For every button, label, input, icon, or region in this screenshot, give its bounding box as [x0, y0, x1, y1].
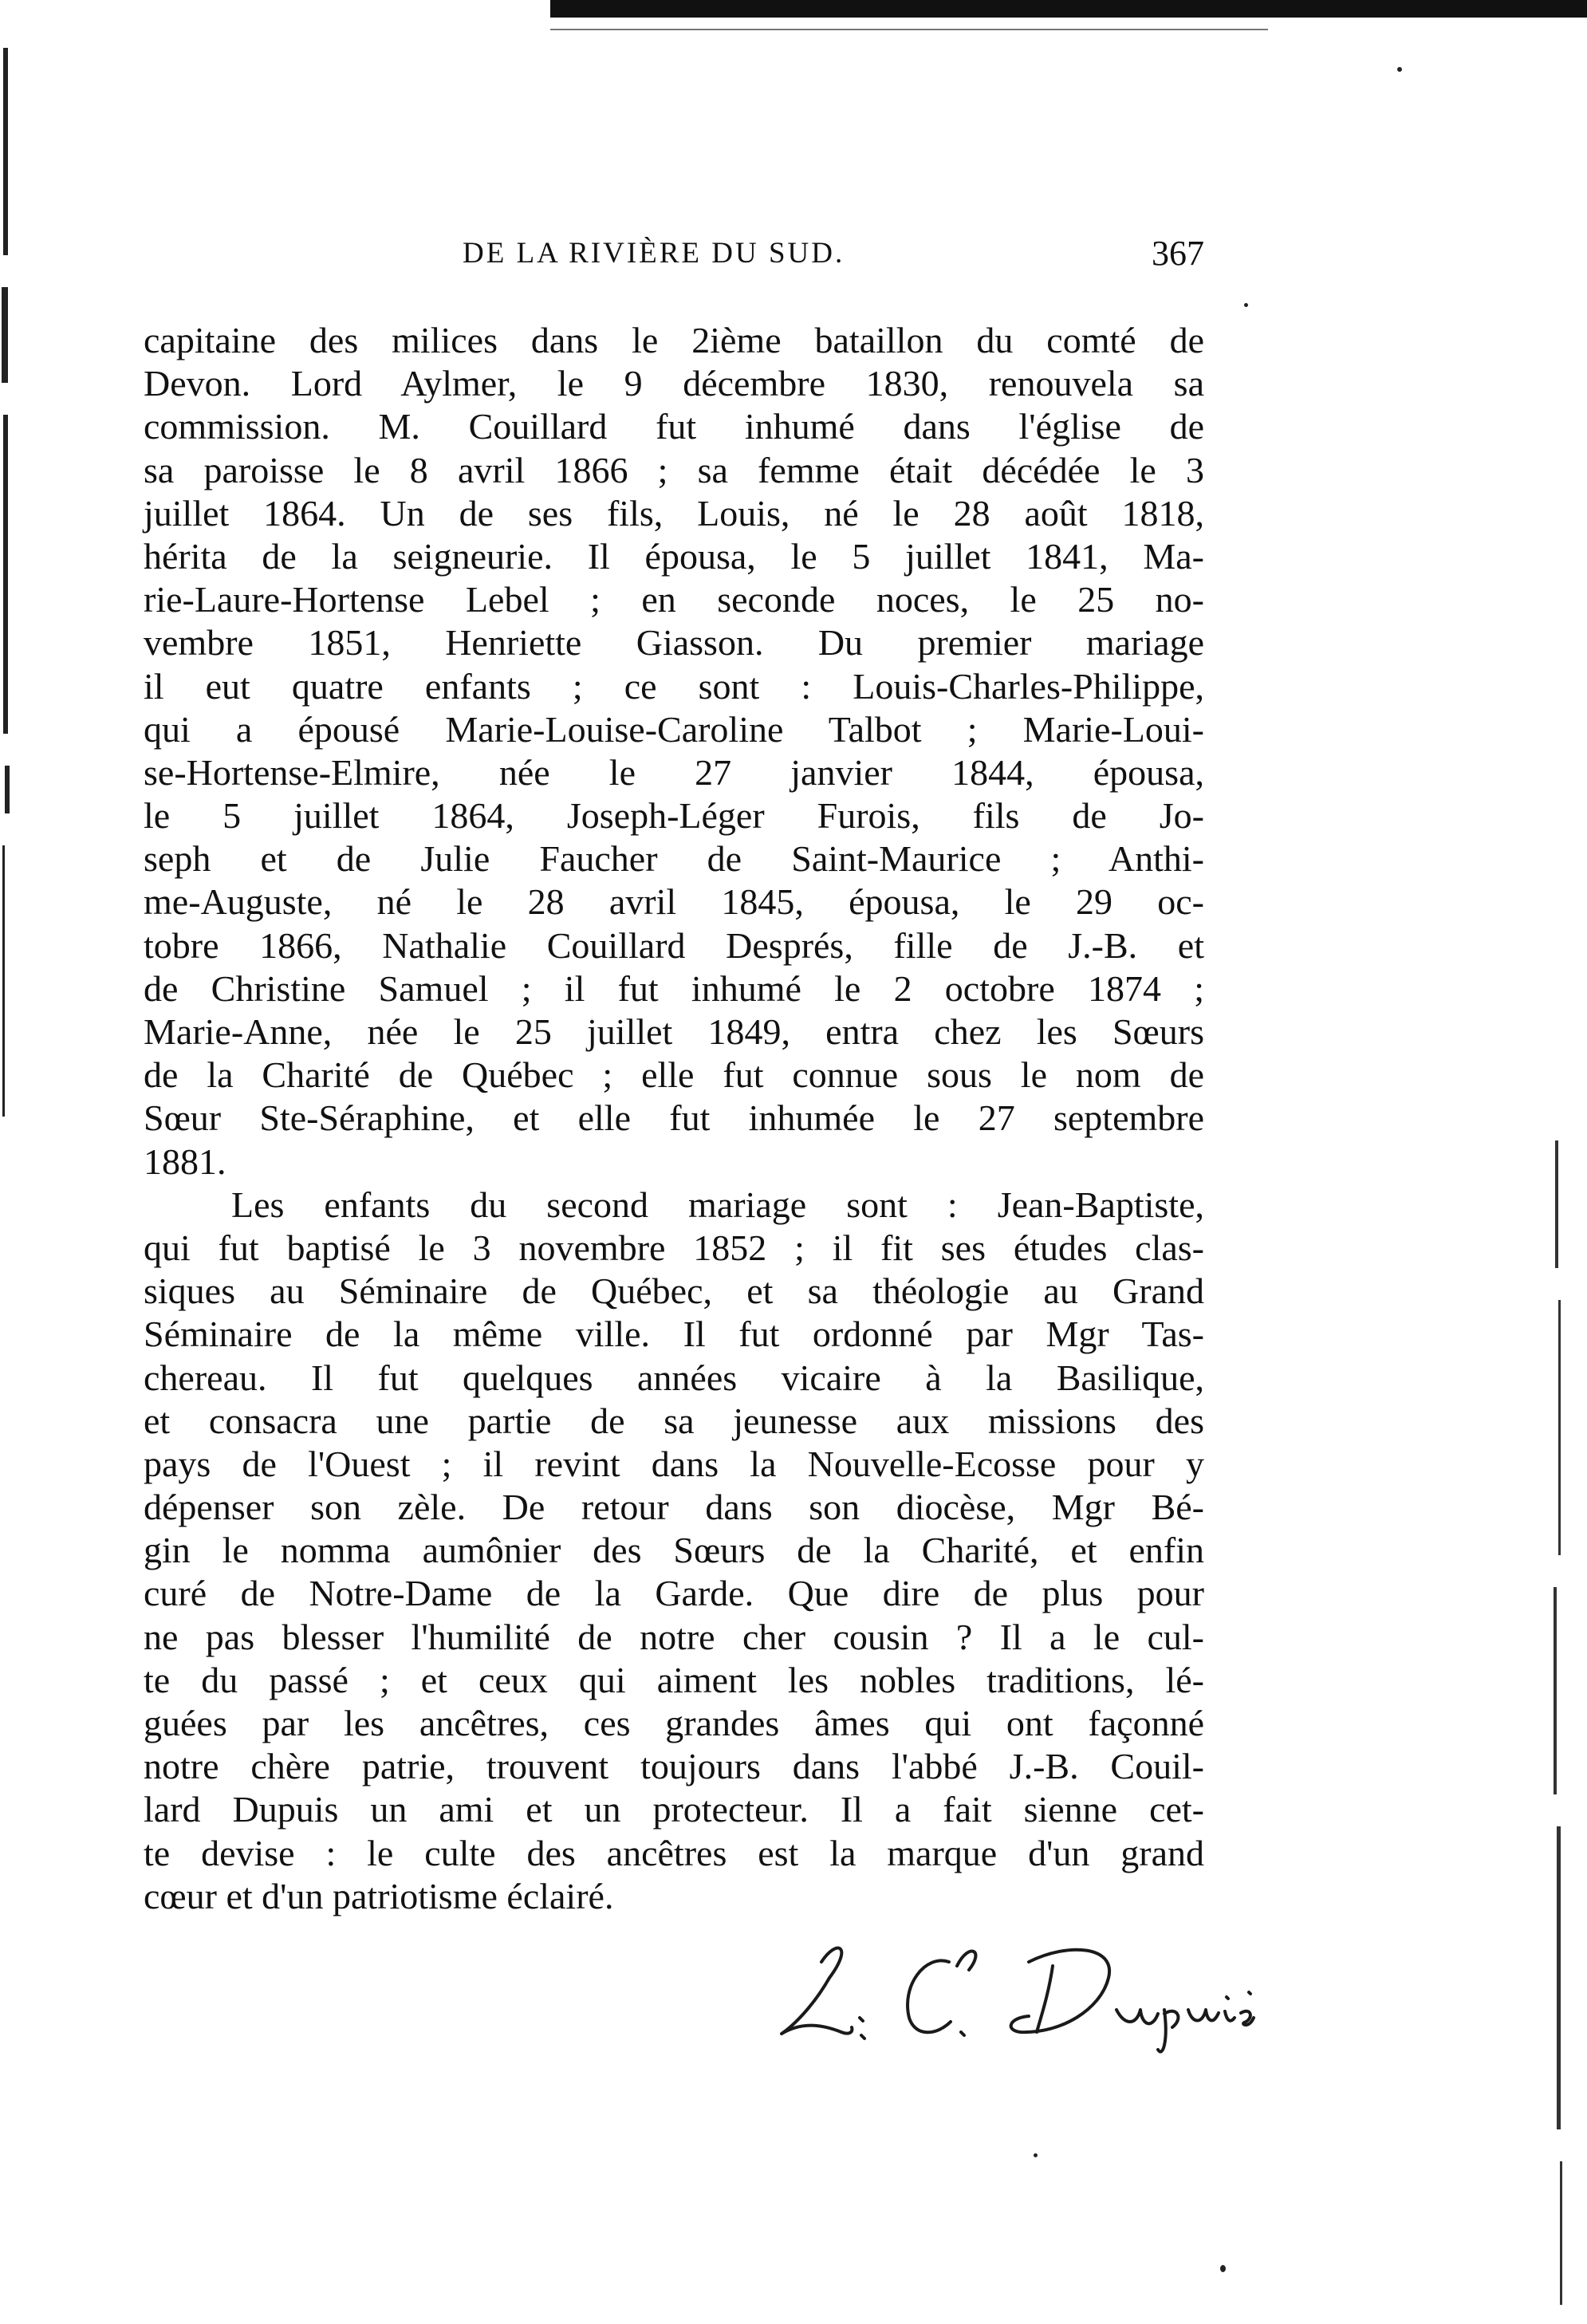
- text-line: hérita de la seigneurie. Il épousa, le 5 juillet 1841, Ma-: [144, 535, 1204, 577]
- text-line: te du passé ; et ceux qui aiment les nobles traditions, lé-: [144, 1659, 1204, 1700]
- text-line: qui a épousé Marie-Louise-Caroline Talbot ; Marie-Loui-: [144, 708, 1204, 750]
- text-line: cœur et d'un patriotisme éclairé.: [144, 1875, 614, 1916]
- text-line: capitaine des milices dans le 2ième bataillon du comté de: [144, 320, 1204, 360]
- running-title: DE LA RIVIÈRE DU SUD.: [463, 237, 845, 270]
- text-line: Séminaire de la même ville. Il fut ordonné par Mgr Tas-: [144, 1314, 1204, 1355]
- text-line: commission. M. Couillard fut inhumé dans l'église de: [144, 406, 1204, 447]
- text-line: le 5 juillet 1864, Joseph-Léger Furois, fils de Jo-: [144, 795, 1204, 837]
- speck-mark: [1220, 2265, 1226, 2272]
- text-line: se-Hortense-Elmire, née le 27 janvier 1844, épousa,: [144, 751, 1204, 793]
- text-line: Les enfants du second mariage sont : Jean-Baptiste,: [231, 1184, 1204, 1225]
- text-line: de Christine Samuel ; il fut inhumé le 2 octobre 1874 ;: [144, 967, 1204, 1009]
- right-binding-edge: [1539, 1140, 1587, 2324]
- text-line: rie-Laure-Hortense Lebel ; en seconde noces, le 25 no-: [144, 579, 1204, 620]
- text-line: Devon. Lord Aylmer, le 9 décembre 1830, renouvela sa: [144, 363, 1204, 404]
- text-line: chereau. Il fut quelques années vicaire à la Basilique,: [144, 1357, 1204, 1398]
- handwritten-signature: [766, 1930, 1260, 2058]
- text-line: te devise : le culte des ancêtres est la marque d'un grand: [144, 1832, 1204, 1873]
- text-line: gin le nomma aumônier des Sœurs de la Charité, et enfin: [144, 1530, 1204, 1571]
- text-line: tobre 1866, Nathalie Couillard Després, fille de J.-B. et: [144, 924, 1204, 966]
- text-line: ne pas blesser l'humilité de notre cher cousin ? Il a le cul-: [144, 1616, 1204, 1657]
- text-line: dépenser son zèle. De retour dans son diocèse, Mgr Bé-: [144, 1487, 1204, 1528]
- text-line: guées par les ancêtres, ces grandes âmes qui ont façonné: [144, 1703, 1204, 1743]
- speck-mark: [1244, 303, 1248, 307]
- text-line: seph et de Julie Faucher de Saint-Maurice ; Anthi-: [144, 838, 1204, 880]
- text-line: il eut quatre enfants ; ce sont : Louis-Charles-Philippe,: [144, 665, 1204, 707]
- text-line: pays de l'Ouest ; il revint dans la Nouvelle-Ecosse pour y: [144, 1443, 1204, 1484]
- text-line: me-Auguste, né le 28 avril 1845, épousa, le 29 oc-: [144, 881, 1204, 923]
- text-line: siques au Séminaire de Québec, et sa théologie au Grand: [144, 1270, 1204, 1312]
- text-line: lard Dupuis un ami et un protecteur. Il a fait sienne cet-: [144, 1789, 1204, 1830]
- text-line: juillet 1864. Un de ses fils, Louis, né le 28 août 1818,: [144, 492, 1204, 534]
- text-line: qui fut baptisé le 3 novembre 1852 ; il fit ses études clas-: [144, 1227, 1204, 1268]
- text-line: vembre 1851, Henriette Giasson. Du premier mariage: [144, 622, 1204, 664]
- page-number: 367: [1152, 234, 1204, 273]
- text-line: curé de Notre-Dame de la Garde. Que dire de plus pour: [144, 1573, 1204, 1614]
- text-line: Marie-Anne, née le 25 juillet 1849, entra chez les Sœurs: [144, 1011, 1204, 1052]
- text-line: 1881.: [144, 1140, 226, 1182]
- left-binding-edge: [0, 48, 18, 1117]
- top-thin-rule: [550, 29, 1268, 30]
- text-line: Sœur Ste-Séraphine, et elle fut inhumée le 27 septembre: [144, 1097, 1204, 1139]
- running-header: [144, 236, 1204, 284]
- speck-mark: [1397, 67, 1402, 72]
- body-text: [144, 319, 1204, 1918]
- speck-mark: [1034, 2153, 1038, 2157]
- text-line: sa paroisse le 8 avril 1866 ; sa femme était décédée le 3: [144, 449, 1204, 490]
- text-line: de la Charité de Québec ; elle fut connue sous le nom de: [144, 1054, 1204, 1096]
- top-border-rule: [550, 0, 1587, 18]
- text-line: et consacra une partie de sa jeunesse aux missions des: [144, 1400, 1204, 1441]
- text-line: notre chère patrie, trouvent toujours dans l'abbé J.-B. Couil-: [144, 1746, 1204, 1787]
